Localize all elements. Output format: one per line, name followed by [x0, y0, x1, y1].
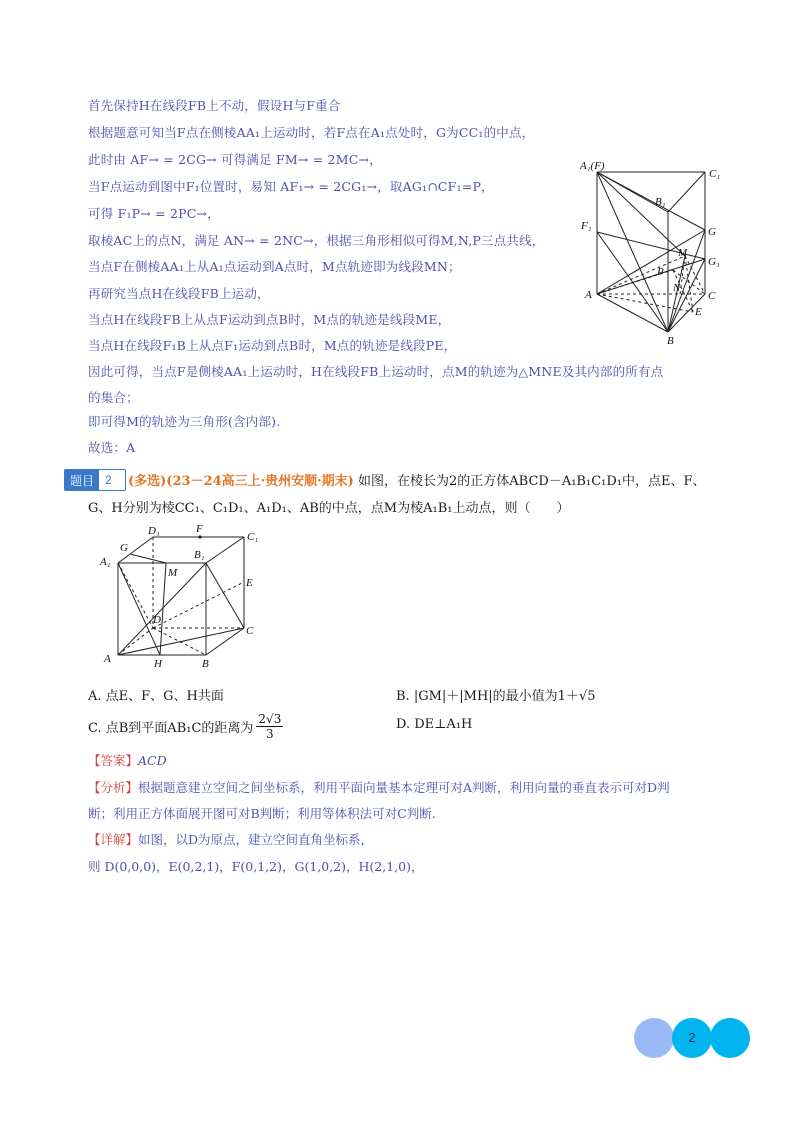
- fig2-label-A1: A₁: [100, 556, 111, 568]
- solution-line: 首先保持H在线段FB上不动，假设H与F重合: [88, 98, 341, 113]
- fig2-label-D1: D₁: [148, 525, 160, 537]
- fig1-label-G: G: [708, 226, 716, 238]
- option-a[interactable]: A. 点E、F、G、H共面: [88, 689, 224, 704]
- detail-text1: 如图，以D为原点，建立空间直角坐标系，: [138, 832, 374, 847]
- option-d[interactable]: D. DE⊥A₁H: [396, 717, 473, 732]
- fig1-label-M: M: [678, 247, 688, 259]
- solution-line: 再研究当点H在线段FB上运动，: [88, 286, 270, 301]
- option-c-denominator: 3: [266, 727, 274, 741]
- option-c-text: C. 点B到平面AB₁C的距离为: [88, 721, 254, 736]
- question-text-line1: 如图，在棱长为2的正方体ABCD－A₁B₁C₁D₁中，点E、F、: [358, 474, 706, 489]
- solution-line: 故选：A: [88, 440, 136, 455]
- question-badge-number: 2: [99, 470, 118, 490]
- fig1-label-C1: C₁: [709, 168, 721, 180]
- prism-figure: [575, 152, 735, 348]
- fig2-label-E: E: [246, 577, 253, 589]
- option-b[interactable]: B. |GM|＋|MH|的最小值为1＋√5: [396, 689, 596, 704]
- solution-line: 当F点运动到图中F₁位置时，易知 AF₁→ = 2CG₁→，取AG₁∩CF₁=P，: [88, 179, 494, 194]
- solution-line: 取棱AC上的点N，满足 AN→ = 2NC→，根据三角形相似可得M,N,P三点共线，: [88, 233, 545, 248]
- fig2-label-B: B: [202, 658, 209, 670]
- fig1-label-B: B: [667, 335, 674, 347]
- answer-tag: 【答案】: [88, 753, 139, 768]
- detail-tag: 【详解】: [88, 832, 139, 847]
- analysis-line1: [88, 778, 670, 796]
- fig2-label-A: A: [104, 653, 111, 665]
- solution-line: 此时由 AF→ = 2CG→ 可得满足 FM→ = 2MC→，: [88, 152, 382, 167]
- fig1-label-A1F: A₁(F): [580, 160, 605, 172]
- fig1-label-G1: G₁: [708, 256, 720, 268]
- fig2-label-B1: B₁: [194, 549, 205, 561]
- answer-value: ACD: [138, 753, 167, 768]
- fig1-label-E: E: [695, 306, 702, 318]
- option-c-numerator: 2√3: [258, 712, 282, 726]
- fig2-label-G: G: [120, 542, 128, 554]
- fig1-label-B1: B₁: [655, 196, 666, 208]
- fig2-label-M: M: [168, 567, 178, 579]
- cube-figure: [96, 520, 266, 670]
- question-badge: [64, 469, 126, 491]
- detail-line2: [88, 857, 423, 875]
- analysis-text2: 断；利用正方体面展开图可对B判断；利用等体积法可对C判断.: [88, 806, 436, 821]
- page-number-badge: [634, 1018, 750, 1058]
- solution-line: 根据题意可知当F点在侧棱AA₁上运动时，若F点在A₁点处时，G为CC₁的中点，: [88, 125, 535, 140]
- fig2-label-C1: C₁: [247, 531, 259, 543]
- fig2-label-H: H: [154, 658, 162, 670]
- question-badge-label: 题目: [65, 470, 99, 490]
- fig1-label-P: P: [657, 266, 664, 278]
- fig1-label-F1: F₁: [581, 220, 592, 232]
- fig2-label-F: F: [196, 523, 203, 535]
- option-c[interactable]: [88, 712, 283, 741]
- detail-text2: 则 D(0,0,0)，E(0,2,1)，F(0,1,2)，G(1,0,2)，H(2,1,0)，: [88, 859, 424, 874]
- analysis-tag: 【分析】: [88, 780, 139, 795]
- option-c-fraction: [256, 712, 283, 741]
- question-text-line2: G、H分别为棱CC₁、C₁D₁、A₁D₁、AB的中点，点M为棱A₁B₁上动点，则（ ）: [88, 501, 570, 516]
- solution-line: 当点H在线段FB上从点F运动到点B时，M点的轨迹是线段ME，: [88, 312, 451, 327]
- question-source-tag: (多选)(23－24高三上·贵州安顺·期末): [128, 474, 354, 489]
- fig1-label-A: A: [585, 289, 592, 301]
- fig2-label-D: D: [153, 614, 161, 626]
- page-circle-left: [634, 1018, 674, 1058]
- detail-line1: [88, 830, 373, 848]
- answer-line: [88, 751, 167, 769]
- fig2-label-C: C: [246, 625, 254, 637]
- solution-line: 的集合；: [88, 390, 139, 405]
- fig1-label-N: N: [673, 282, 681, 294]
- analysis-line2: [88, 804, 436, 822]
- page-number: 2: [688, 1030, 696, 1045]
- analysis-text1: 根据题意建立空间之间坐标系，利用平面向量基本定理可对A判断，利用向量的垂直表示可对D判: [138, 780, 670, 795]
- solution-line: 即可得M的轨迹为三角形(含内部).: [88, 414, 281, 429]
- solution-line: 因此可得，当点F是侧棱AA₁上运动时，H在线段FB上运动时，点M的轨迹为△MNE及其内部的所有点: [88, 364, 664, 379]
- fig1-label-C: C: [708, 290, 716, 302]
- solution-line: 可得 F₁P→ = 2PC→，: [88, 206, 220, 221]
- solution-line: 当点H在线段F₁B上从点F₁运动到点B时，M点的轨迹是线段PE，: [88, 338, 457, 353]
- page-circle-right: [710, 1018, 750, 1058]
- solution-line: 当点F在侧棱AA₁上从A₁点运动到A点时，M点轨迹即为线段MN；: [88, 259, 461, 274]
